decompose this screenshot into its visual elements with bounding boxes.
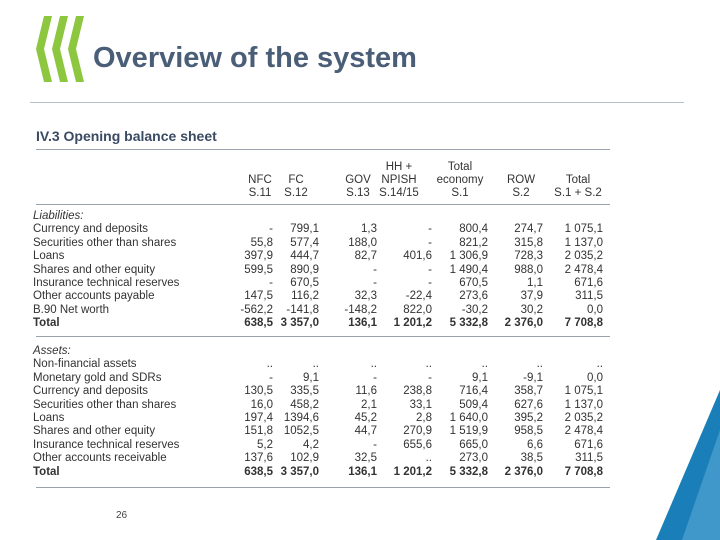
liabilities-row-value: 3 357,0 — [280, 317, 319, 330]
liabilities-row-label: Total — [33, 317, 60, 330]
oecd-logo-icon — [30, 14, 88, 84]
assets-row-value: - — [373, 438, 377, 451]
liabilities-row-label: B.90 Net worth — [33, 303, 110, 316]
table-bottom-rule — [36, 487, 610, 488]
assets-row-value: 130,5 — [244, 385, 273, 398]
assets-row-value: 11,6 — [355, 385, 377, 398]
liabilities-row-value: 7 708,8 — [564, 317, 603, 330]
column-header-line2: ROW — [506, 174, 536, 186]
liabilities-row-value: 1 137,0 — [564, 236, 603, 249]
assets-row-label: Loans — [33, 412, 65, 424]
assets-row-value: 238,8 — [403, 385, 432, 398]
liabilities-row-value: 136,1 — [348, 317, 377, 330]
assets-row-value: .. — [425, 358, 432, 371]
liabilities-row-value: 1 490,4 — [449, 263, 488, 276]
liabilities-row-value: 638,5 — [244, 317, 273, 330]
assets-row-value: 3 357,0 — [280, 465, 319, 478]
assets-row-value: .. — [425, 452, 432, 465]
column-header-line2: FC — [288, 174, 304, 186]
liabilities-row-value: 799,1 — [290, 223, 319, 236]
assets-row-value: 5,2 — [257, 438, 273, 451]
assets-row-value: 1394,6 — [283, 412, 319, 424]
liabilities-row-label: Currency and deposits — [33, 223, 149, 236]
liabilities-row-value: -148,2 — [344, 303, 377, 316]
liabilities-row-value: 1 201,2 — [393, 317, 432, 330]
liabilities-row-label: Securities other than shares — [33, 236, 177, 249]
assets-heading: Assets: — [33, 345, 71, 357]
liabilities-row-value: 444,7 — [290, 250, 319, 263]
assets-row-value: 1 519,9 — [449, 425, 488, 438]
assets-row-value: 45,2 — [354, 412, 377, 424]
assets-row-value: -9,1 — [523, 371, 543, 384]
assets-row-value: 509,4 — [459, 398, 488, 411]
assets-row-value: .. — [370, 358, 377, 371]
liabilities-row-value: -22,4 — [405, 290, 432, 303]
assets-row-value: 627,6 — [514, 398, 543, 411]
assets-row-value: 1 075,1 — [564, 385, 603, 398]
liabilities-row-value: 670,5 — [459, 277, 488, 289]
liabilities-row-value: 988,0 — [514, 263, 543, 276]
assets-row-value: 2 478,4 — [564, 425, 603, 438]
liabilities-row-value: - — [428, 277, 432, 289]
liabilities-row-value: - — [428, 263, 432, 276]
assets-row-label: Currency and deposits — [33, 385, 149, 398]
assets-row-label: Insurance technical reserves — [33, 438, 180, 451]
assets-row-value: 151,8 — [244, 425, 273, 438]
liabilities-row-value: 147,5 — [244, 290, 273, 303]
column-header-line2: Total — [565, 174, 591, 186]
assets-row-value: 0,0 — [587, 371, 603, 384]
assets-row-value: 2,1 — [361, 398, 377, 411]
liabilities-row-value: 821,2 — [459, 236, 488, 249]
liabilities-row-value: 397,9 — [244, 250, 273, 263]
assets-row-label: Non-financial assets — [33, 358, 137, 371]
assets-row-value: 9,1 — [472, 371, 488, 384]
liabilities-row-value: 311,5 — [575, 290, 603, 303]
assets-row-value: 273,0 — [459, 452, 488, 465]
assets-row-value: 2,8 — [416, 412, 432, 424]
liabilities-row-value: - — [269, 277, 273, 289]
liabilities-row-label: Other accounts payable — [33, 290, 155, 303]
assets-row-value: 270,9 — [403, 425, 432, 438]
liabilities-row-value: 55,8 — [250, 236, 273, 249]
liabilities-row-value: 670,5 — [290, 277, 319, 289]
assets-row-value: 1 137,0 — [564, 398, 603, 411]
page-number: 26 — [116, 510, 128, 521]
column-header-line3: S.11 — [248, 187, 272, 199]
liabilities-row-value: 401,6 — [403, 250, 432, 263]
column-header-line3: S.2 — [512, 187, 530, 199]
assets-row-value: - — [428, 371, 432, 384]
liabilities-row-label: Loans — [33, 250, 65, 263]
column-header-line1: HH + — [385, 161, 413, 173]
liabilities-row-value: 82,7 — [354, 250, 377, 263]
assets-row-value: - — [269, 371, 273, 384]
liabilities-row-value: 30,2 — [520, 303, 543, 316]
liabilities-row-label: Insurance technical reserves — [33, 277, 180, 289]
liabilities-row-value: 671,6 — [574, 277, 603, 289]
assets-row-label: Monetary gold and SDRs — [33, 371, 162, 384]
assets-row-value: 44,7 — [354, 425, 377, 438]
liabilities-row-value: 599,5 — [244, 263, 273, 276]
column-header-line3: S.14/15 — [379, 187, 419, 199]
assets-row-label: Total — [33, 465, 60, 478]
assets-row-value: .. — [596, 358, 603, 371]
assets-row-value: 102,9 — [290, 452, 319, 465]
liabilities-row-value: 37,9 — [520, 290, 543, 303]
liabilities-row-value: 273,6 — [459, 290, 488, 303]
assets-row-value: 197,4 — [244, 412, 273, 424]
section-subtitle: IV.3 Opening balance sheet — [36, 128, 217, 144]
assets-row-value: 655,6 — [403, 438, 432, 451]
assets-row-value: 4,2 — [303, 438, 319, 451]
assets-row-value: 16,0 — [250, 398, 273, 411]
liabilities-row-value: 116,2 — [291, 290, 319, 303]
assets-row-value: 358,7 — [514, 385, 543, 398]
assets-row-value: 716,4 — [459, 385, 488, 398]
assets-row-value: 1052,5 — [283, 425, 319, 438]
liabilities-row-value: 728,3 — [514, 250, 543, 263]
assets-row-value: 2 376,0 — [504, 465, 543, 478]
liabilities-row-value: 188,0 — [348, 236, 377, 249]
assets-row-label: Other accounts receivable — [33, 452, 167, 465]
liabilities-row-value: 315,8 — [514, 236, 543, 249]
liabilities-row-value: 822,0 — [403, 303, 432, 316]
liabilities-row-value: 577,4 — [290, 236, 319, 249]
assets-row-value: 671,6 — [574, 438, 603, 451]
assets-row-value: - — [373, 371, 377, 384]
column-header-line3: S.1 — [451, 187, 469, 199]
liabilities-row-value: 1,3 — [361, 223, 377, 236]
assets-row-value: .. — [536, 358, 543, 371]
liabilities-row-value: 2 376,0 — [504, 317, 543, 330]
assets-row-value: 458,2 — [290, 398, 319, 411]
assets-row-label: Securities other than shares — [33, 398, 177, 411]
corner-decoration-icon — [656, 390, 720, 540]
title-divider — [30, 102, 684, 103]
assets-row-value: 665,0 — [459, 438, 488, 451]
liabilities-row-value: 800,4 — [459, 223, 488, 236]
liabilities-bottom-rule — [36, 336, 610, 337]
liabilities-row-value: 890,9 — [290, 263, 319, 276]
liabilities-row-value: -562,2 — [240, 303, 273, 316]
liabilities-row-value: 1,1 — [527, 277, 543, 289]
column-header-line1: Total — [447, 161, 473, 173]
liabilities-row-value: - — [269, 223, 273, 236]
assets-row-value: 7 708,8 — [564, 465, 603, 478]
liabilities-row-value: -141,8 — [286, 303, 319, 316]
liabilities-row-value: - — [428, 236, 432, 249]
liabilities-row-value: - — [373, 263, 377, 276]
assets-row-value: 5 332,8 — [449, 465, 488, 478]
assets-row-value: 311,5 — [575, 452, 603, 465]
liabilities-row-value: -30,2 — [461, 303, 488, 316]
assets-row-value: 32,5 — [354, 452, 377, 465]
assets-row-value: 136,1 — [348, 465, 377, 478]
assets-row-value: 335,5 — [290, 385, 319, 398]
assets-row-value: 1 201,2 — [393, 465, 432, 478]
assets-row-value: .. — [266, 358, 273, 371]
assets-row-value: 38,5 — [520, 452, 543, 465]
liabilities-row-value: 32,3 — [354, 290, 377, 303]
liabilities-row-value: 1 075,1 — [564, 223, 603, 236]
assets-row-label: Shares and other equity — [33, 425, 156, 438]
liabilities-row-label: Shares and other equity — [33, 263, 156, 276]
column-header-line3: S.1 + S.2 — [554, 187, 602, 199]
assets-row-value: 638,5 — [244, 465, 273, 478]
liabilities-row-value: 1 306,9 — [449, 250, 488, 263]
header-bottom-rule — [36, 204, 610, 205]
assets-row-value: 6,6 — [527, 438, 543, 451]
liabilities-row-value: 2 035,2 — [564, 250, 603, 263]
assets-row-value: 2 035,2 — [564, 412, 603, 424]
liabilities-heading: Liabilities: — [33, 210, 84, 222]
column-header-line2: NPISH — [381, 174, 417, 186]
liabilities-row-value: - — [428, 223, 432, 236]
assets-row-value: 958,5 — [514, 425, 543, 438]
table-top-rule — [36, 149, 610, 150]
liabilities-row-value: - — [373, 277, 377, 289]
column-header-line2: NFC — [248, 174, 272, 186]
assets-row-value: .. — [312, 358, 319, 371]
assets-row-value: 395,2 — [514, 412, 543, 424]
liabilities-row-value: 0,0 — [587, 303, 603, 316]
liabilities-row-value: 5 332,8 — [449, 317, 488, 330]
column-header-line2: GOV — [345, 174, 371, 186]
liabilities-row-value: 2 478,4 — [564, 263, 603, 276]
slide-title: Overview of the system — [93, 42, 417, 74]
column-header-line2: economy — [436, 174, 484, 186]
assets-row-value: 33,1 — [409, 398, 432, 411]
liabilities-row-value: 274,7 — [514, 223, 543, 236]
assets-row-value: 137,6 — [244, 452, 273, 465]
column-header-line3: S.13 — [346, 187, 370, 199]
assets-row-value: 9,1 — [303, 371, 319, 384]
assets-row-value: .. — [481, 358, 488, 371]
column-header-line3: S.12 — [284, 187, 308, 199]
assets-row-value: 1 640,0 — [449, 412, 488, 424]
